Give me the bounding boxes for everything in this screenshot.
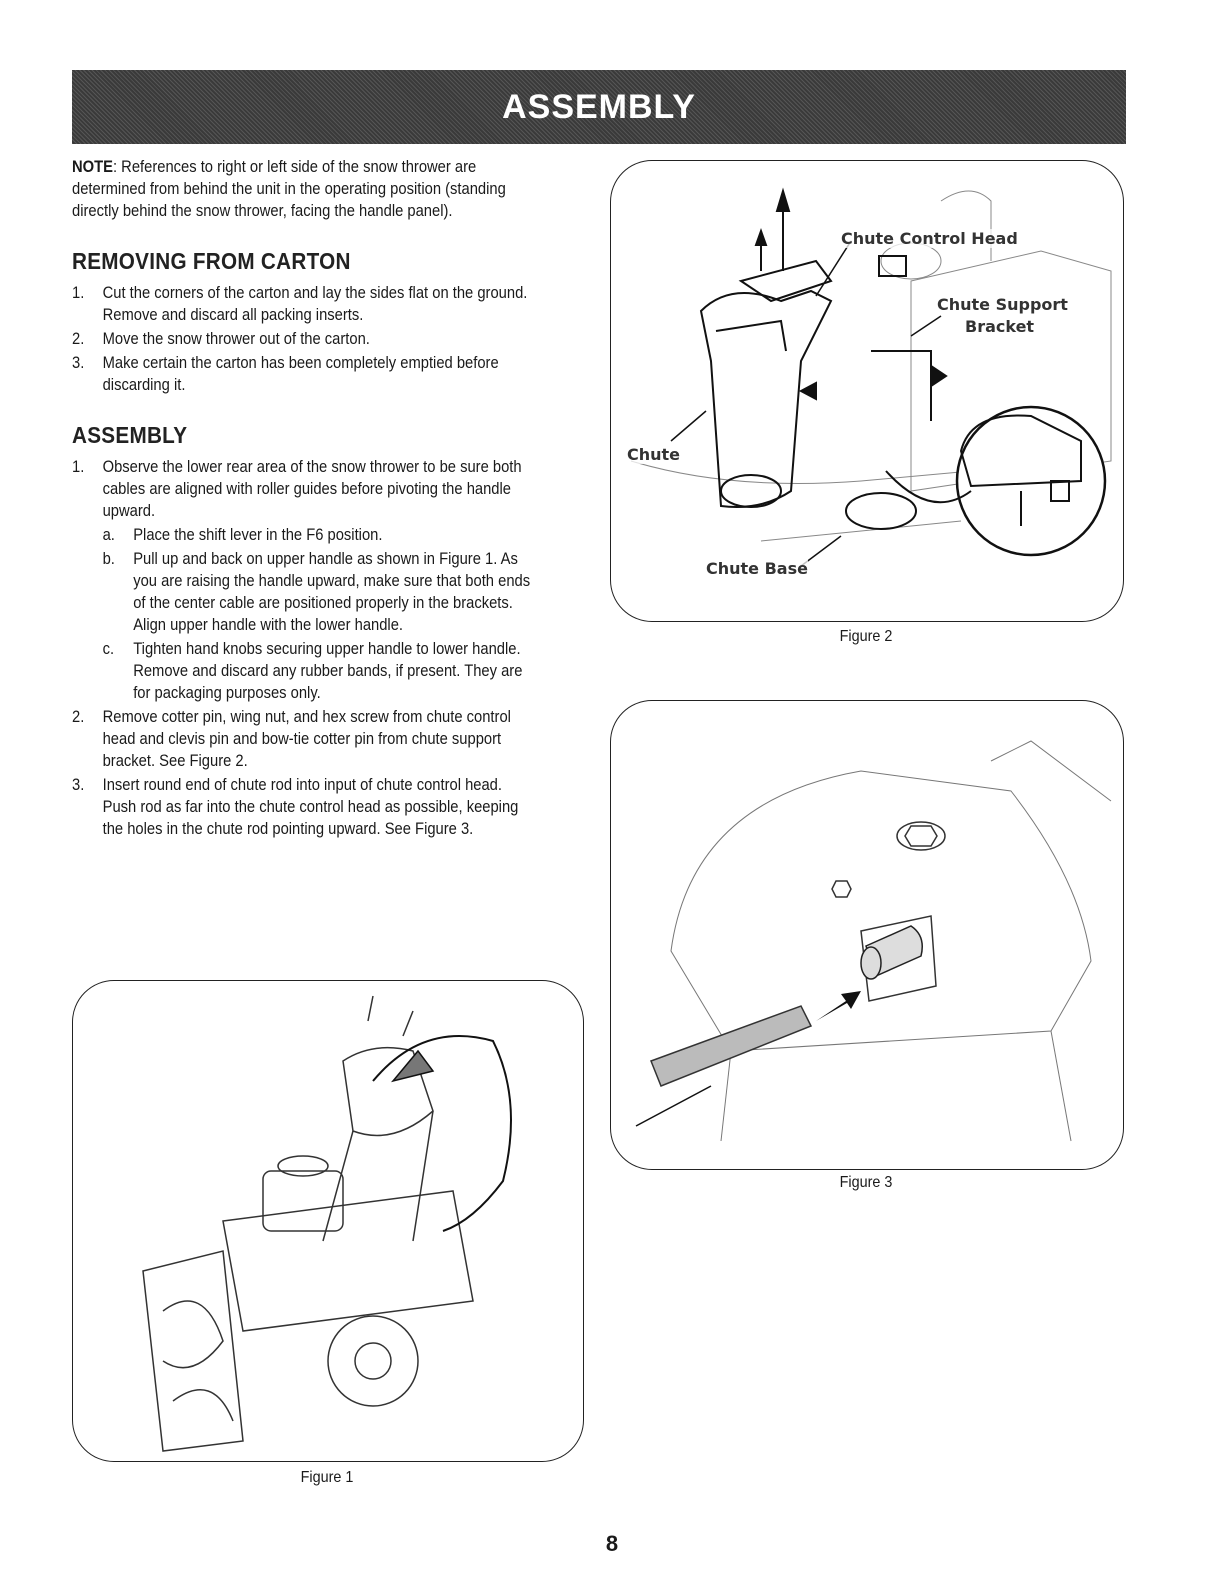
left-column [72, 156, 533, 842]
step-text: Insert round end of chute rod into input of chute control head. Push rod as far into the chute control head as possible, keeping the holes in the chute rod pointing upward. See Figure 3. [102, 776, 519, 838]
list-item [72, 328, 533, 350]
substep-text: Place the shift lever in the F6 position. [133, 526, 383, 544]
step-number: 2. [72, 330, 85, 348]
figure-2 [610, 160, 1124, 622]
label-chute: Chute [627, 445, 681, 464]
list-item [72, 706, 533, 772]
substep-letter: c. [102, 640, 115, 658]
note-label: NOTE [72, 158, 113, 176]
page-number: 8 [605, 1531, 619, 1556]
assembly-heading: ASSEMBLY [72, 422, 188, 448]
figure-3 [610, 700, 1124, 1170]
label-chute-control-head: Chute Control Head [841, 229, 1018, 248]
list-item [72, 456, 533, 704]
list-item [103, 524, 533, 546]
label-chute-base: Chute Base [706, 559, 808, 578]
figure-3-caption: Figure 3 [839, 1174, 893, 1191]
note-paragraph [72, 156, 533, 222]
substep-letter: b. [102, 550, 115, 568]
figure-2-caption: Figure 2 [839, 628, 893, 645]
step-number: 2. [72, 708, 85, 726]
substep-text: Tighten hand knobs securing upper handle to lower handle. Remove and discard any rubber bands, if present. They are for packaging purposes only. [133, 640, 523, 702]
list-item [72, 282, 533, 326]
list-item [103, 638, 533, 704]
label-bracket: Bracket [965, 317, 1035, 336]
list-item [72, 774, 533, 840]
label-chute-support: Chute Support [937, 295, 1068, 314]
figure-1 [72, 980, 584, 1462]
figure-3-illustration [611, 701, 1123, 1169]
step-text: Cut the corners of the carton and lay the sides flat on the ground. Remove and discard all packing inserts. [102, 284, 528, 324]
step-number: 3. [72, 776, 85, 794]
removing-heading: REMOVING FROM CARTON [72, 248, 351, 274]
note-text: : References to right or left side of the snow thrower are determined from behind the unit in the operating position (standing directly behind the snow thrower, facing the handle panel). [72, 158, 506, 220]
step-text: Make certain the carton has been completely emptied before discarding it. [102, 354, 499, 394]
assembly-steps [72, 456, 533, 840]
substeps [103, 524, 533, 704]
step-number: 3. [72, 354, 85, 372]
banner-title: ASSEMBLY [502, 87, 696, 126]
substep-text: Pull up and back on upper handle as shown in Figure 1. As you are raising the handle upward, make sure that both ends of the center cable are positioned properly in the brackets. Align upper handle with the lower handle. [133, 550, 531, 634]
step-number: 1. [72, 458, 85, 476]
section-banner [72, 70, 1126, 144]
list-item [103, 548, 533, 636]
step-number: 1. [72, 284, 85, 302]
step-text: Move the snow thrower out of the carton. [102, 330, 370, 348]
step-text: Remove cotter pin, wing nut, and hex screw from chute control head and clevis pin and bow-tie cotter pin from chute support bracket. See Figure 2. [102, 708, 511, 770]
removing-steps [72, 282, 533, 396]
figure-1-caption: Figure 1 [300, 1469, 354, 1486]
list-item [72, 352, 533, 396]
figure-1-illustration [73, 981, 583, 1461]
step-text: Observe the lower rear area of the snow thrower to be sure both cables are aligned with roller guides before pivoting the handle upward. [102, 458, 522, 520]
substep-letter: a. [102, 526, 115, 544]
